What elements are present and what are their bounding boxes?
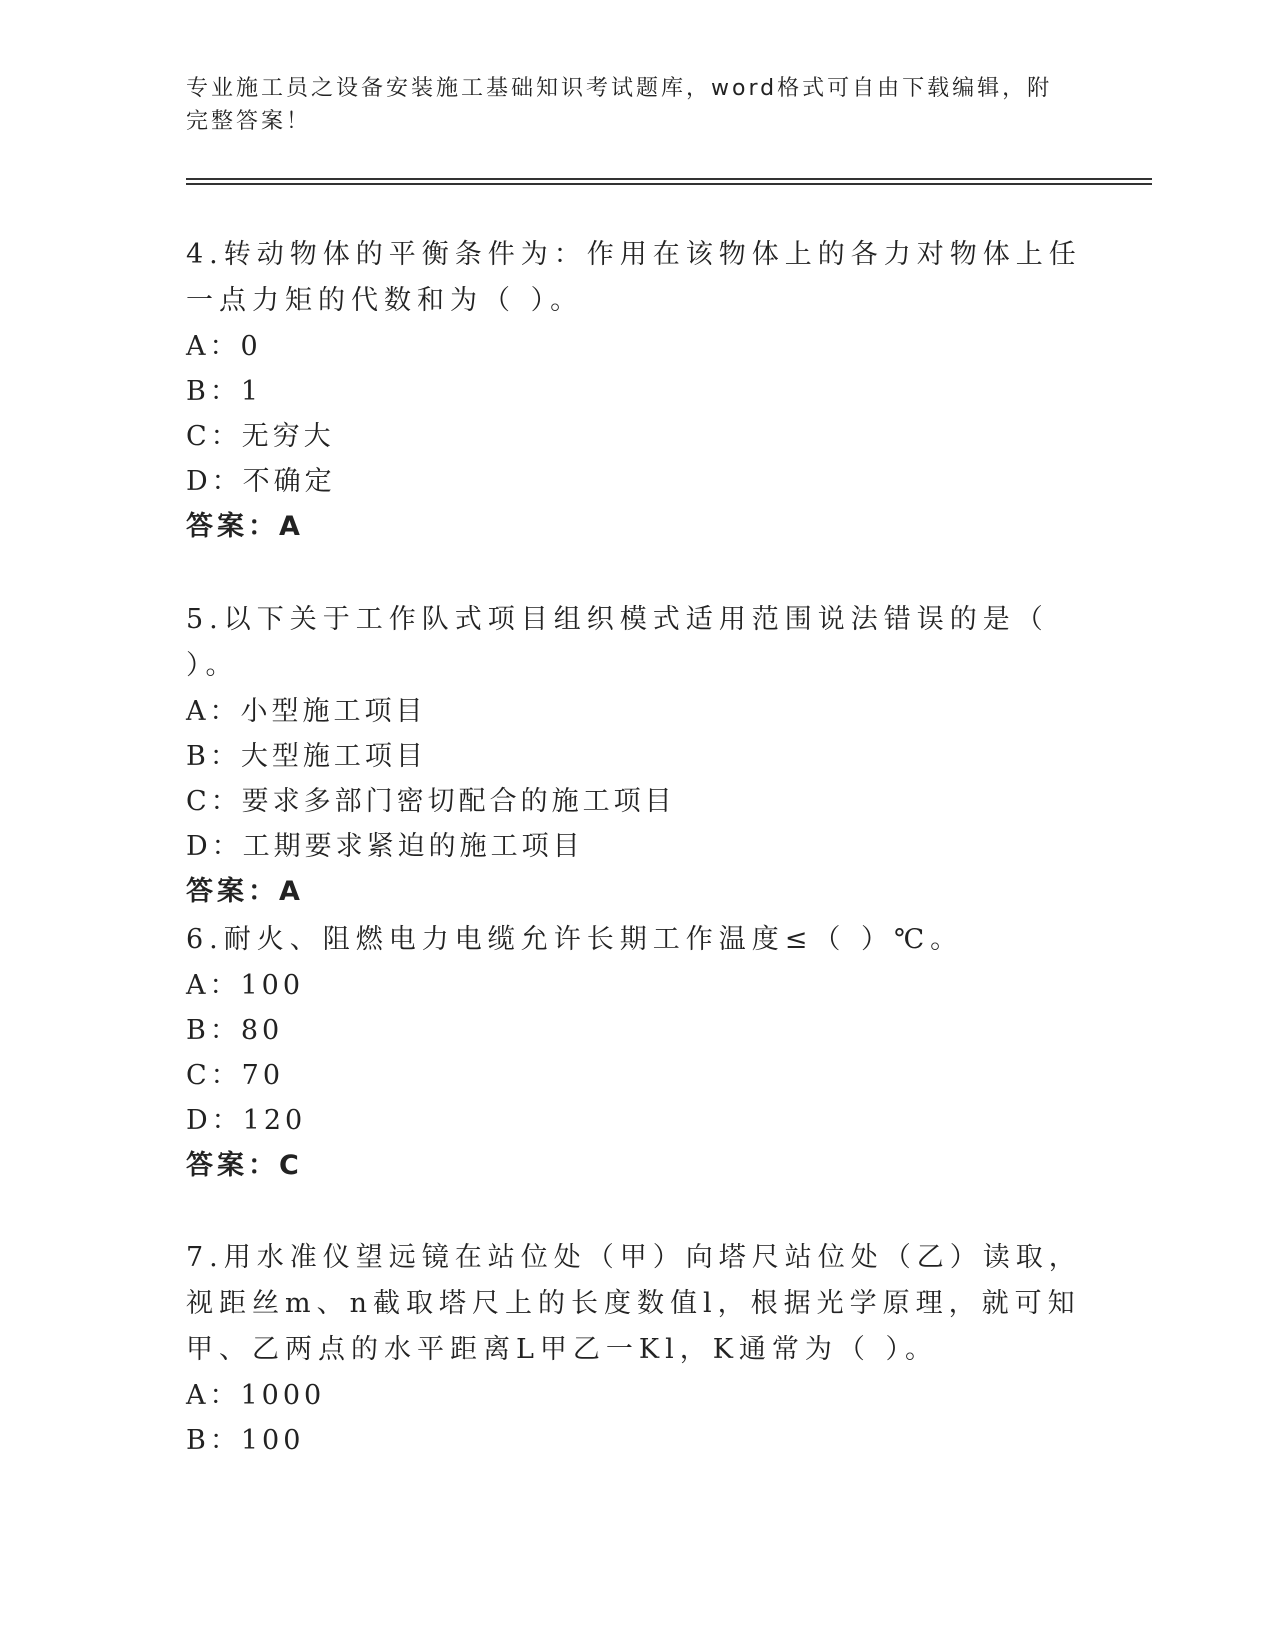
- header-divider-top: [186, 178, 1152, 180]
- option-b: B：1: [186, 376, 263, 407]
- question-5: [186, 597, 1086, 915]
- question-stem: 4.转动物体的平衡条件为：作用在该物体上的各力对物体上任一点力矩的代数和为（ ）。: [186, 239, 1082, 316]
- option-c: C：70: [186, 1060, 285, 1091]
- question-6: [186, 917, 1086, 1189]
- option-b: B：100: [186, 1425, 305, 1456]
- answer: 答案：C: [186, 1150, 303, 1181]
- header-divider-bottom: [186, 183, 1152, 185]
- question-stem: 7.用水准仪望远镜在站位处（甲）向塔尺站位处（乙）读取，视距丝m、n截取塔尺上的长度数值l，根据光学原理，就可知甲、乙两点的水平距离L甲乙一Kl，K通常为（ ）。: [186, 1242, 1082, 1365]
- answer: 答案：A: [186, 876, 304, 907]
- option-b: B：80: [186, 1015, 284, 1046]
- question-stem: 6.耐火、阻燃电力电缆允许长期工作温度≤（ ）℃。: [186, 924, 964, 955]
- option-d: D：120: [186, 1105, 307, 1136]
- option-c: C：要求多部门密切配合的施工项目: [186, 786, 676, 817]
- question-stem: 5.以下关于工作队式项目组织模式适用范围说法错误的是（ ）。: [186, 604, 1049, 681]
- option-a: A：0: [186, 331, 262, 362]
- option-a: A：1000: [186, 1380, 326, 1411]
- option-c: C：无穷大: [186, 421, 335, 452]
- option-b: B：大型施工项目: [186, 741, 427, 772]
- question-7: [186, 1235, 1086, 1463]
- answer: 答案：A: [186, 511, 304, 542]
- option-d: D：工期要求紧迫的施工项目: [186, 831, 584, 862]
- option-d: D：不确定: [186, 466, 336, 497]
- document-header: 专业施工员之设备安装施工基础知识考试题库，word格式可自由下载编辑，附完整答案！: [186, 76, 1053, 134]
- option-a: A：小型施工项目: [186, 696, 427, 727]
- option-a: A：100: [186, 970, 305, 1001]
- question-4: [186, 232, 1086, 550]
